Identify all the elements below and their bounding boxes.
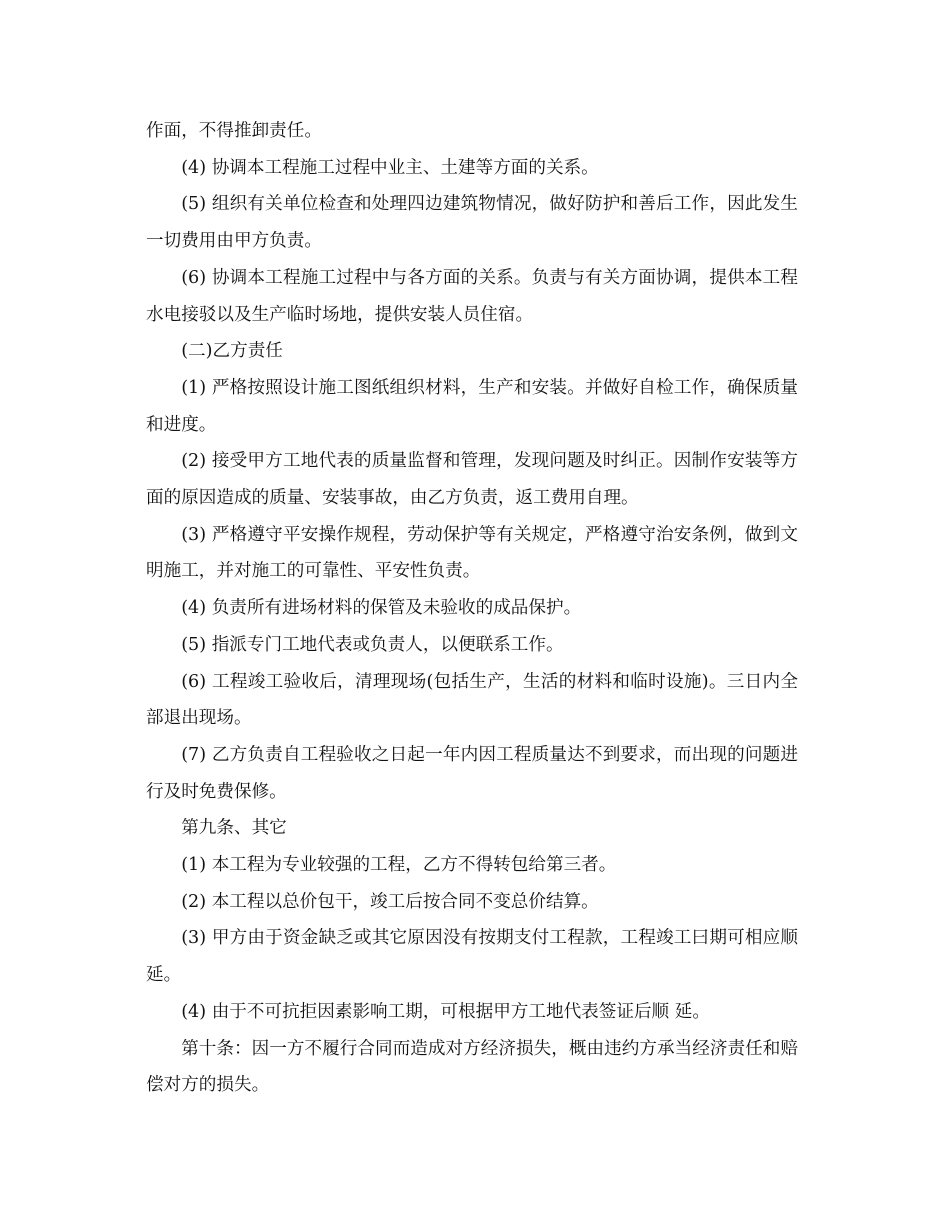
paragraph-party-b-item-7: (7) 乙方负责自工程验收之日起一年内因工程质量达不到要求，而出现的问题进行及时免费保修。 xyxy=(146,744,798,802)
paragraph-party-b-item-1: (1) 严格按照设计施工图纸组织材料，生产和安装。并做好自检工作，确保质量和进度。 xyxy=(146,377,798,435)
paragraph-party-b-item-4: (4) 负责所有进场材料的保管及未验收的成品保护。 xyxy=(181,598,582,619)
paragraph-party-b-item-2: (2) 接受甲方工地代表的质量监督和管理，发现问题及时纠正。因制作安装等方面的原因造成的质量、安装事故，由乙方负责，返工费用自理。 xyxy=(146,451,798,509)
paragraph-party-b-item-3: (3) 严格遵守平安操作规程，劳动保护等有关规定，严格遵守治安条例，做到文明施工，并对施工的可靠性、平安性负责。 xyxy=(146,524,798,582)
paragraph-continuation: 作面，不得推卸责任。 xyxy=(146,121,322,141)
paragraph-other-item-2: (2) 本工程以总价包干，竣工后按合同不变总价结算。 xyxy=(181,891,599,912)
paragraph-other-item-3: (3) 甲方由于资金缺乏或其它原因没有按期支付工程款，工程竣工曰期可相应顺延。 xyxy=(146,928,798,986)
paragraph-other-item-4: (4) 由于不可抗拒因素影响工期，可根据甲方工地代表签证后顺 延。 xyxy=(181,1001,710,1022)
paragraph-party-a-item-5: (5) 组织有关单位检查和处理四边建筑物情况，做好防护和善后工作，因此发生一切费用由甲方负责。 xyxy=(146,194,798,252)
paragraph-other-item-1: (1) 本工程为专业较强的工程，乙方不得转包给第三者。 xyxy=(181,855,617,876)
paragraph-party-a-item-6: (6) 协调本工程施工过程中与各方面的关系。负责与有关方面协调，提供本工程水电接驳以及生产临时场地，提供安装人员住宿。 xyxy=(146,267,798,325)
paragraph-party-b-item-5: (5) 指派专门工地代表或负责人，以便联系工作。 xyxy=(181,634,564,655)
section-heading-party-b: (二)乙方责任 xyxy=(181,341,283,362)
paragraph-article-10: 第十条：因一方不履行合同而造成对方经济损失，概由违约方承当经济责任和赔偿对方的损失。 xyxy=(146,1038,798,1096)
paragraph-party-a-item-4: (4) 协调本工程施工过程中业主、土建等方面的关系。 xyxy=(181,157,599,178)
paragraph-party-b-item-6: (6) 工程竣工验收后，清理现场(包括生产，生活的材料和临时设施)。三日内全部退出现场。 xyxy=(146,671,798,729)
document-body xyxy=(146,113,798,1104)
section-heading-article-9: 第九条、其它 xyxy=(181,818,287,839)
